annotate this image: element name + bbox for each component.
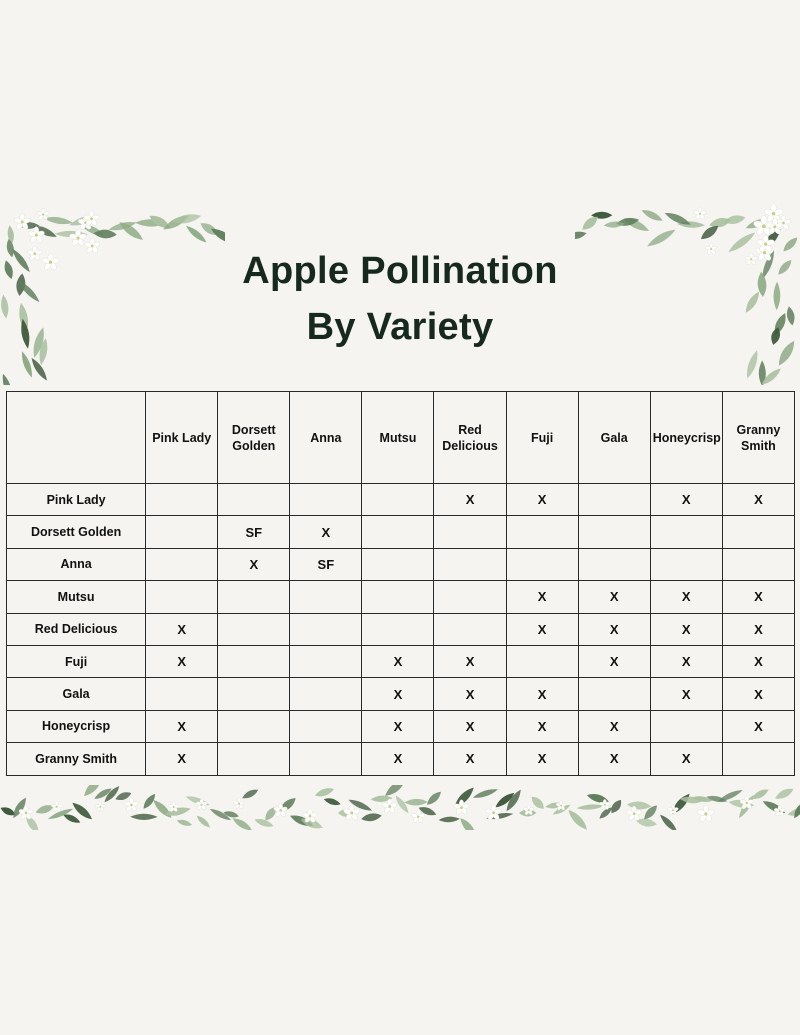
compatibility-mark: X <box>506 678 578 710</box>
empty-cell <box>146 581 218 613</box>
table-row <box>7 516 795 548</box>
compatibility-mark: X <box>434 645 506 677</box>
empty-cell <box>290 743 362 775</box>
leaf-shape <box>323 796 342 807</box>
flower-shape <box>233 798 245 809</box>
column-header-granny-smith <box>722 392 794 484</box>
compatibility-mark: X <box>362 710 434 742</box>
leaf-shape <box>253 817 274 829</box>
empty-cell <box>290 613 362 645</box>
title-line-2: By Variety <box>306 306 494 348</box>
compatibility-mark: X <box>362 743 434 775</box>
empty-cell <box>218 645 290 677</box>
compatibility-mark: X <box>722 613 794 645</box>
column-header-line: Honeycrisp <box>652 430 721 445</box>
table-row <box>7 484 795 516</box>
empty-cell <box>506 548 578 580</box>
column-header-honeycrisp <box>650 392 722 484</box>
compatibility-mark: X <box>146 710 218 742</box>
leaf-shape <box>241 787 260 801</box>
column-header-fuji <box>506 392 578 484</box>
compatibility-mark: X <box>146 613 218 645</box>
compatibility-mark: X <box>362 645 434 677</box>
row-header-dorsett-golden: Dorsett Golden <box>7 516 146 548</box>
column-header-line: Pink Lady <box>152 430 212 445</box>
column-header-line: Fuji <box>530 430 554 445</box>
table-row <box>7 645 795 677</box>
compatibility-mark: SF <box>290 548 362 580</box>
leaf-shape <box>792 800 800 819</box>
column-header-anna <box>290 392 362 484</box>
compatibility-mark: X <box>578 581 650 613</box>
leaf-shape <box>627 801 652 811</box>
row-header-honeycrisp: Honeycrisp <box>7 710 146 742</box>
empty-cell <box>290 484 362 516</box>
row-header-anna: Anna <box>7 548 146 580</box>
flower-shape <box>124 798 139 812</box>
leaf-shape <box>458 816 479 830</box>
table-body <box>7 484 795 776</box>
empty-cell <box>722 743 794 775</box>
flower-shape <box>95 802 106 812</box>
empty-cell <box>722 516 794 548</box>
column-header-line: Red <box>458 422 482 437</box>
flower-shape <box>697 805 715 822</box>
leaf-shape <box>231 816 254 830</box>
row-header-granny-smith: Granny Smith <box>7 743 146 775</box>
empty-cell <box>290 678 362 710</box>
compatibility-mark: X <box>650 484 722 516</box>
leaf-shape <box>176 818 193 828</box>
table-row <box>7 678 795 710</box>
empty-cell <box>506 645 578 677</box>
leaf-shape <box>472 787 499 801</box>
leaf-shape <box>29 356 50 382</box>
row-header-mutsu: Mutsu <box>7 581 146 613</box>
empty-cell <box>218 678 290 710</box>
title-line-1: Apple Pollination <box>242 250 558 292</box>
empty-cell <box>362 516 434 548</box>
compatibility-mark: X <box>578 710 650 742</box>
compatibility-mark: X <box>722 581 794 613</box>
row-header-pink-lady: Pink Lady <box>7 484 146 516</box>
column-header-red-delicious <box>434 392 506 484</box>
leaf-shape <box>425 789 444 807</box>
empty-cell <box>146 548 218 580</box>
compatibility-mark: X <box>434 743 506 775</box>
empty-cell <box>434 581 506 613</box>
table-row <box>7 743 795 775</box>
pollination-table <box>6 391 795 776</box>
empty-cell <box>578 678 650 710</box>
compatibility-mark: X <box>146 645 218 677</box>
table-header-row <box>7 392 795 484</box>
leaf-shape <box>314 786 335 799</box>
leaf-shape <box>774 786 796 802</box>
empty-cell <box>146 678 218 710</box>
compatibility-mark: X <box>218 548 290 580</box>
flower-shape <box>453 800 469 815</box>
leaf-shape <box>195 814 212 830</box>
flower-shape <box>51 801 63 812</box>
leaf-shape <box>0 373 14 385</box>
column-header-gala <box>578 392 650 484</box>
empty-cell <box>218 581 290 613</box>
empty-cell <box>146 516 218 548</box>
compatibility-mark: X <box>506 484 578 516</box>
compatibility-mark: SF <box>218 516 290 548</box>
empty-cell <box>650 548 722 580</box>
row-header-red-delicious: Red Delicious <box>7 613 146 645</box>
compatibility-mark: X <box>650 678 722 710</box>
leaf-shape <box>130 814 157 820</box>
leaf-shape <box>185 794 211 808</box>
compatibility-mark: X <box>434 678 506 710</box>
leaf-shape <box>361 812 383 823</box>
column-header-line: Golden <box>232 438 276 453</box>
column-header-mutsu <box>362 392 434 484</box>
column-header-line: Granny <box>736 422 781 437</box>
leaf-shape <box>43 215 73 226</box>
compatibility-mark: X <box>722 645 794 677</box>
compatibility-mark: X <box>722 710 794 742</box>
empty-cell <box>650 710 722 742</box>
compatibility-mark: X <box>722 484 794 516</box>
empty-cell <box>362 613 434 645</box>
column-header-line: Smith <box>741 438 776 453</box>
page-title <box>0 243 800 355</box>
table-row <box>7 613 795 645</box>
empty-cell <box>290 581 362 613</box>
empty-cell <box>362 484 434 516</box>
compatibility-mark: X <box>578 613 650 645</box>
empty-cell <box>218 613 290 645</box>
empty-cell <box>578 516 650 548</box>
empty-cell <box>218 710 290 742</box>
column-header-pink-lady <box>146 392 218 484</box>
column-header-line: Anna <box>310 430 342 445</box>
compatibility-mark: X <box>290 516 362 548</box>
empty-cell <box>218 743 290 775</box>
compatibility-mark: X <box>146 743 218 775</box>
compatibility-mark: X <box>434 484 506 516</box>
empty-cell <box>722 548 794 580</box>
empty-cell <box>290 710 362 742</box>
leaf-shape <box>575 230 587 241</box>
corner-header-cell <box>7 392 146 484</box>
compatibility-mark: X <box>650 645 722 677</box>
empty-cell <box>290 645 362 677</box>
row-header-gala: Gala <box>7 678 146 710</box>
table-row <box>7 548 795 580</box>
compatibility-mark: X <box>578 645 650 677</box>
row-header-fuji: Fuji <box>7 645 146 677</box>
table-row <box>7 581 795 613</box>
compatibility-mark: X <box>506 743 578 775</box>
leaf-shape <box>608 798 624 816</box>
empty-cell <box>578 484 650 516</box>
empty-cell <box>362 581 434 613</box>
compatibility-mark: X <box>434 710 506 742</box>
flower-shape <box>694 208 707 220</box>
compatibility-mark: X <box>650 613 722 645</box>
compatibility-mark: X <box>362 678 434 710</box>
empty-cell <box>218 484 290 516</box>
empty-cell <box>146 484 218 516</box>
bottom-leaf-garland-decoration <box>0 785 800 830</box>
compatibility-mark: X <box>578 743 650 775</box>
empty-cell <box>434 516 506 548</box>
empty-cell <box>362 548 434 580</box>
empty-cell <box>434 548 506 580</box>
empty-cell <box>434 613 506 645</box>
compatibility-mark: X <box>650 581 722 613</box>
compatibility-mark: X <box>650 743 722 775</box>
leaf-shape <box>658 812 679 830</box>
leaf-shape <box>566 807 590 830</box>
compatibility-mark: X <box>506 613 578 645</box>
compatibility-mark: X <box>722 678 794 710</box>
column-header-line: Gala <box>600 430 628 445</box>
compatibility-mark: X <box>506 710 578 742</box>
column-header-line: Delicious <box>442 438 498 453</box>
column-header-line: Dorsett <box>231 422 276 437</box>
empty-cell <box>578 548 650 580</box>
leaf-shape <box>750 787 770 802</box>
compatibility-mark: X <box>506 581 578 613</box>
leaf-shape <box>438 816 460 823</box>
empty-cell <box>506 516 578 548</box>
leaf-shape <box>640 207 664 223</box>
leaf-shape <box>404 799 428 806</box>
table-row <box>7 710 795 742</box>
column-header-dorsett-golden <box>218 392 290 484</box>
empty-cell <box>650 516 722 548</box>
column-header-line: Mutsu <box>379 430 417 445</box>
